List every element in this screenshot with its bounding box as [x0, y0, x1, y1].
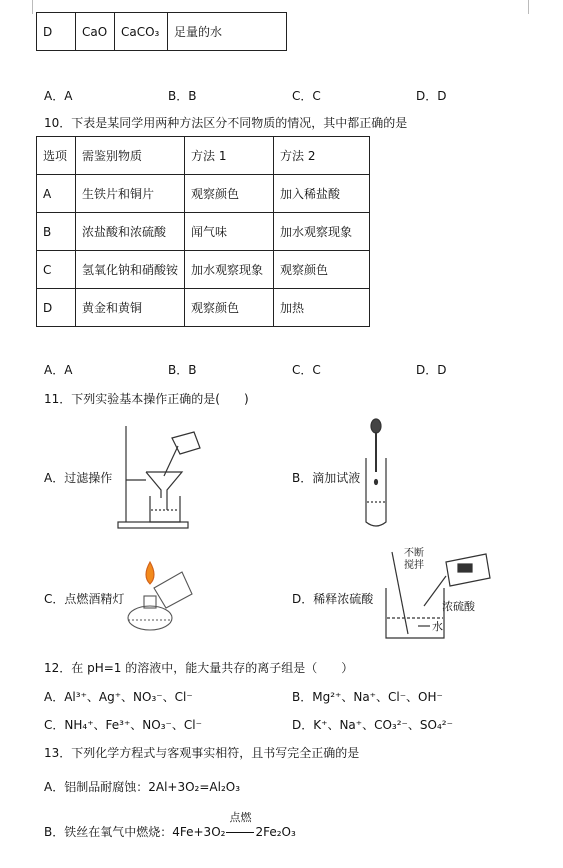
table-cell: D — [37, 13, 76, 51]
table-row — [37, 213, 370, 251]
q13-a-equation: 2Al+3O₂=Al₂O₃ — [148, 780, 241, 794]
q13-b-left: 4Fe+3O₂ — [172, 825, 226, 839]
q12-stem: 12．在 pH=1 的溶液中，能大量共存的离子组是（ ） — [44, 661, 354, 675]
table-cell: 浓盐酸和浓硫酸 — [76, 213, 185, 251]
flame — [146, 562, 154, 584]
reaction-arrow — [225, 811, 255, 839]
q10-option-b[interactable]: B．B — [168, 363, 197, 377]
table-header-cell: 方法 2 — [274, 137, 370, 175]
tilted-lamp — [154, 572, 192, 608]
lamp-body — [128, 606, 172, 630]
q11-stem: 11．下列实验基本操作正确的是( ) — [44, 392, 249, 406]
page-corner-mark — [528, 0, 543, 14]
table-cell: 观察颜色 — [185, 175, 274, 213]
q11-option-c[interactable]: C．点燃酒精灯 — [44, 592, 125, 606]
table-row — [37, 251, 370, 289]
q10-table — [36, 136, 370, 327]
q13-option-b[interactable] — [44, 811, 296, 840]
table-header-cell: 需鉴别物质 — [76, 137, 185, 175]
previous-answer-table — [36, 12, 287, 51]
table-cell: A — [37, 175, 76, 213]
filtration-apparatus-image — [112, 418, 212, 530]
q11-option-d[interactable]: D．稀释浓硫酸 — [292, 592, 374, 606]
q9-option-a[interactable]: A．A — [44, 89, 73, 103]
table-cell: B — [37, 213, 76, 251]
q9-option-c[interactable]: C．C — [292, 89, 321, 103]
funnel-edge — [146, 472, 161, 498]
table-cell: 加水观察现象 — [185, 251, 274, 289]
reaction-condition: 点燃 — [229, 811, 252, 824]
q12-option-d[interactable]: D．K⁺、Na⁺、CO₃²⁻、SO₄²⁻ — [292, 718, 453, 732]
table-cell: 观察颜色 — [185, 289, 274, 327]
dropper-apparatus-image — [356, 418, 396, 530]
q13-option-a[interactable] — [44, 778, 240, 795]
droplet — [375, 480, 378, 485]
alcohol-lamp-image — [120, 558, 200, 640]
reaction-line — [226, 832, 254, 833]
table-cell: 加水观察现象 — [274, 213, 370, 251]
table-cell: 观察颜色 — [274, 251, 370, 289]
stir-label: 不断 — [404, 548, 424, 559]
q13-stem: 13．下列化学方程式与客观事实相符，且书写完全正确的是 — [44, 746, 360, 760]
table-header-cell: 方法 1 — [185, 137, 274, 175]
beaker — [150, 496, 180, 522]
table-cell: 闻气味 — [185, 213, 274, 251]
water-label: 水 — [432, 620, 443, 633]
q11-option-a[interactable]: A．过滤操作 — [44, 471, 113, 485]
table-row — [37, 175, 370, 213]
table-header-row — [37, 137, 370, 175]
stir-label-2: 搅拌 — [404, 560, 424, 571]
q9-option-b[interactable]: B．B — [168, 89, 197, 103]
q12-option-a[interactable]: A．Al³⁺、Ag⁺、NO₃⁻、Cl⁻ — [44, 690, 193, 704]
q10-option-a[interactable]: A．A — [44, 363, 73, 377]
page-corner-mark — [18, 0, 33, 14]
acid-label: 浓硫酸 — [442, 600, 475, 613]
q10-option-d[interactable]: D．D — [416, 363, 447, 377]
table-row — [37, 13, 287, 51]
table-cell: 氢氧化钠和硝酸铵 — [76, 251, 185, 289]
table-cell: CaO — [76, 13, 115, 51]
table-cell: CaCO₃ — [115, 13, 168, 51]
table-header-cell: 选项 — [37, 137, 76, 175]
q10-stem: 10．下表是某同学用两种方法区分不同物质的情况，其中都正确的是 — [44, 116, 408, 130]
q12-option-c[interactable]: C．NH₄⁺、Fe³⁺、NO₃⁻、Cl⁻ — [44, 718, 202, 732]
q13-a-label: A．铝制品耐腐蚀： — [44, 780, 149, 794]
table-cell: D — [37, 289, 76, 327]
table-cell: 加热 — [274, 289, 370, 327]
q13-b-label: B．铁丝在氧气中燃烧： — [44, 825, 173, 839]
q13-b-right: 2Fe₂O₃ — [255, 825, 296, 839]
q9-option-d[interactable]: D．D — [416, 89, 447, 103]
table-cell: 生铁片和铜片 — [76, 175, 185, 213]
table-cell: 加入稀盐酸 — [274, 175, 370, 213]
bottle-label — [458, 564, 472, 572]
q12-option-b[interactable]: B．Mg²⁺、Na⁺、Cl⁻、OH⁻ — [292, 690, 443, 704]
table-cell: C — [37, 251, 76, 289]
dilution-apparatus-image — [384, 546, 494, 642]
q11-option-b[interactable]: B．滴加试液 — [292, 471, 361, 485]
table-row — [37, 289, 370, 327]
table-cell: 足量的水 — [168, 13, 287, 51]
table-cell: 黄金和黄铜 — [76, 289, 185, 327]
q10-option-c[interactable]: C．C — [292, 363, 321, 377]
stand-base — [118, 522, 188, 528]
dropper-bulb — [371, 419, 381, 433]
